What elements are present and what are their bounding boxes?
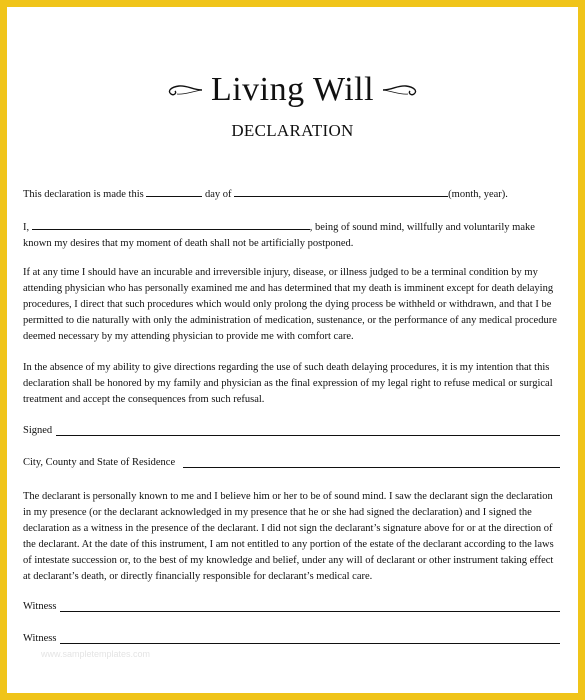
signed-label: Signed — [23, 425, 53, 436]
intro-text-b: known my desires that my moment of death shall not be artificially postponed. — [23, 238, 354, 249]
intro-prefix: I, — [23, 222, 30, 233]
date-line-suffix: (month, year). — [448, 189, 508, 200]
day-field[interactable] — [146, 185, 202, 197]
witness1-line — [23, 601, 560, 612]
intro-text-a: , being of sound mind, willfully and voluntarily make — [309, 222, 535, 233]
title-row — [7, 71, 578, 109]
month-year-field[interactable] — [234, 185, 448, 197]
right-flourish-icon — [382, 82, 422, 98]
witness1-field[interactable] — [60, 601, 560, 612]
signature-field[interactable] — [56, 425, 560, 436]
signed-line — [23, 425, 560, 436]
residence-field[interactable] — [183, 457, 560, 468]
date-line — [23, 185, 563, 203]
declarant-paragraph: The declarant is personally known to me and I believe him or her to be of sound mind. I saw the declarant sign the declaration in my presence (or the declarant acknowledged in my presence that he or she had signed the declaration) and I signed the declaration as a witness in the presence of the declarant. I did not sign the declarant’s signature above for or at the direction of the declarant. At the date of this instrument, I am not entitled to any portion of the estate of the declarant according to the laws of intestate succession or, to the best of my knowledge and belief, under any will of declarant or other instrument taking effect at declarant’s death, or directly financially responsible for declarant’s medical care. — [23, 491, 554, 582]
absence-paragraph: In the absence of my ability to give directions regarding the use of such death delaying procedures, it is my intention that this declaration shall be honored by my family and physician as the final expression of my legal right to refuse medical or surgical treatment and accept the consequences from such refusal. — [23, 362, 553, 405]
terminal-condition-paragraph: If at any time I should have an incurable and irreversible injury, disease, or illness judged to be a terminal condition by my attending physician who has personally examined me and has determined that my death is imminent except for death delaying procedures, I direct that such procedures which would only prolong the dying process be withheld or withdrawn, and that I be permitted to die naturally with only the administration of medication, sustenance, or the performance of any medical procedure deemed necessary by my attending physician to provide me with comfort care. — [23, 267, 557, 342]
witness1-label: Witness — [23, 601, 57, 612]
watermark: www.sampletemplates.com — [41, 649, 151, 659]
intro-paragraph — [23, 218, 563, 252]
document-title: Living Will — [210, 71, 375, 108]
date-line-mid: day of — [204, 189, 232, 200]
document-page — [7, 7, 578, 693]
residence-label: City, County and State of Residence — [23, 457, 176, 468]
left-flourish-icon — [163, 82, 203, 98]
witness2-line — [23, 633, 560, 644]
witness2-field[interactable] — [60, 633, 560, 644]
document-subtitle: DECLARATION — [231, 121, 354, 140]
declarant-name-field[interactable] — [32, 218, 310, 230]
residence-line — [23, 457, 560, 468]
date-line-prefix: This declaration is made this — [23, 189, 144, 200]
witness2-label: Witness — [23, 633, 57, 644]
